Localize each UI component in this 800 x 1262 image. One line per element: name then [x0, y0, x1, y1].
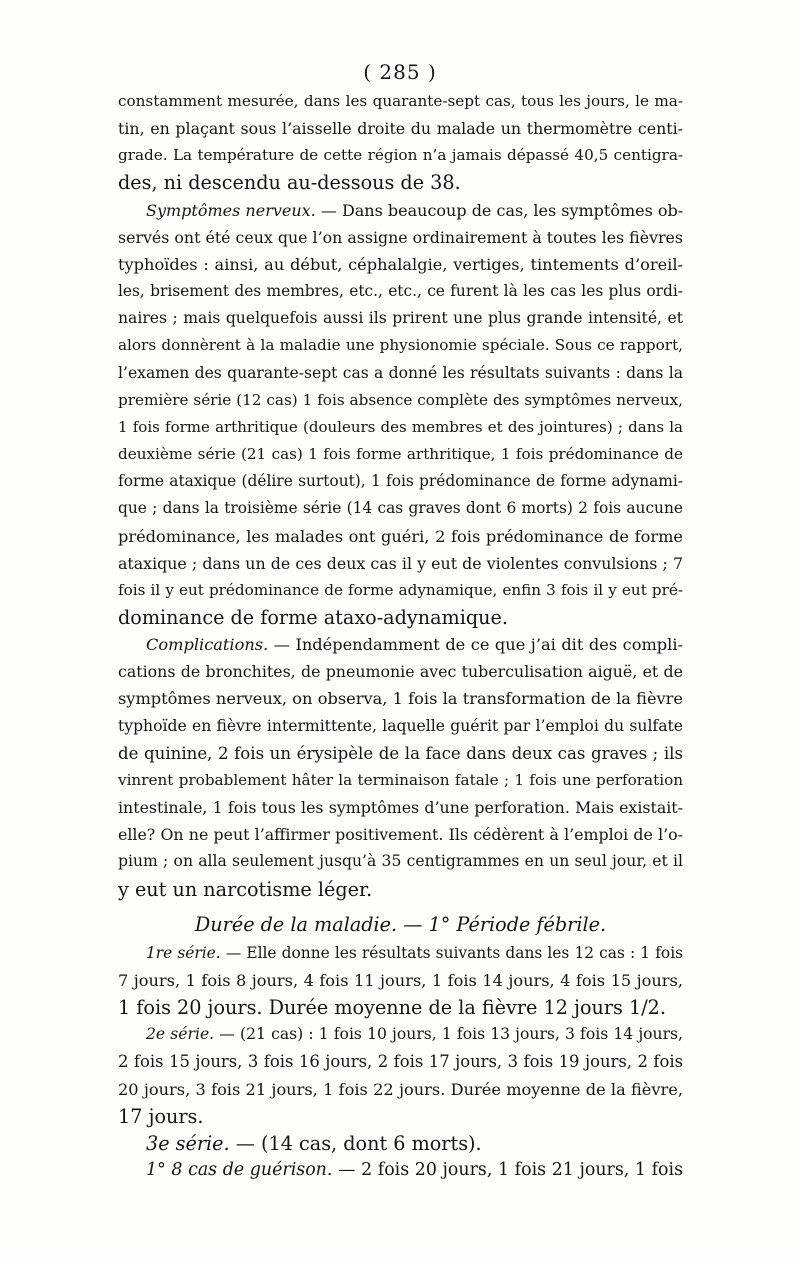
text-line — [118, 876, 683, 903]
text-line — [118, 278, 683, 305]
paragraph-heading: 1re série. — [146, 943, 221, 962]
text-line — [118, 1130, 683, 1157]
text-line — [118, 794, 683, 821]
text-line — [118, 142, 683, 169]
line-text: de quinine, 2 fois un érysipèle de la face dans deux cas graves ; ils — [118, 743, 683, 763]
line-text: ataxique ; dans un de ces deux cas il y eut de violentes convulsions ; 7 — [118, 553, 683, 573]
text-line — [118, 305, 683, 332]
text-line — [118, 685, 683, 712]
text-line — [118, 1103, 683, 1130]
line-text: 7 jours, 1 fois 8 jours, 4 fois 11 jours, 1 fois 14 jours, 4 fois 15 jours, — [118, 971, 683, 990]
text-line — [118, 251, 683, 278]
text-line — [118, 224, 683, 251]
line-text: pium ; on alla seulement jusqu’à 35 centigrammes en un seul jour, et il — [118, 852, 683, 871]
line-text: typhoïdes : ainsi, au début, céphalalgie, vertiges, tintements d’oreil- — [118, 254, 683, 274]
text-line — [118, 767, 683, 794]
paragraph-heading: Complications. — [146, 635, 269, 655]
line-text: vinrent probablement hâter la terminaison fatale ; 1 fois une perforation — [118, 770, 683, 789]
section-heading-text: Durée de la maladie. — 1° Période fébrile. — [194, 912, 607, 936]
line-text: fois il y eut prédominance de forme adynamique, enfin 3 fois il y eut pré- — [118, 580, 683, 599]
text-line — [118, 848, 683, 875]
text-line — [118, 740, 683, 767]
line-text: — Indépendamment de ce que j’ai dit des compli- — [268, 635, 683, 655]
text-line — [118, 441, 683, 468]
line-text: — (21 cas) : 1 fois 10 jours, 1 fois 13 jours, 3 fois 14 jours, — [214, 1025, 684, 1044]
line-text: des, ni descendu au-dessous de 38. — [118, 171, 461, 195]
text-line — [118, 414, 683, 441]
text-line — [118, 1076, 683, 1103]
line-text: 20 jours, 3 fois 21 jours, 1 fois 22 jours. Durée moyenne de la fièvre, — [118, 1079, 683, 1099]
line-text: symptômes nerveux, on observa, 1 fois la transformation de la fièvre — [118, 689, 683, 709]
line-text: deuxième série (21 cas) 1 fois forme arthritique, 1 fois prédominance de — [118, 445, 683, 464]
text-line — [118, 387, 683, 414]
line-text: intestinale, 1 fois tous les symptômes d’une perforation. Mais existait- — [118, 798, 683, 818]
text-line — [118, 713, 683, 740]
text-line — [118, 1021, 683, 1048]
line-text: 1 fois forme arthritique (douleurs des membres et des jointures) ; dans la — [118, 417, 683, 436]
text-line — [118, 1157, 683, 1184]
line-text: — Elle donne les résultats suivants dans les 12 cas : 1 fois — [220, 943, 684, 962]
line-text: naires ; mais quelquefois aussi ils prirent une plus grande intensité, et — [118, 309, 683, 328]
line-text: constamment mesurée, dans les quarante-sept cas, tous les jours, le ma- — [118, 92, 683, 110]
paragraph-heading: 1° 8 cas de guérison. — [146, 1160, 333, 1181]
text-line — [118, 468, 683, 495]
text-line — [118, 169, 683, 196]
text-line — [118, 550, 683, 577]
text-line — [118, 332, 683, 359]
text-line — [118, 631, 683, 658]
line-text: typhoïde en fièvre intermittente, laquelle guérit par l’emploi du sulfate — [118, 716, 683, 735]
line-text: 2 fois 15 jours, 3 fois 16 jours, 2 fois 17 jours, 3 fois 19 jours, 2 fois — [118, 1052, 683, 1072]
text-line — [118, 115, 683, 142]
paragraph-heading: 2e série. — [146, 1025, 215, 1044]
paragraph-heading: Symptômes nerveux. — [146, 200, 316, 220]
line-text: elle? On ne peut l’affirmer positivement. Ils cédèrent à l’emploi de l’o- — [118, 825, 683, 845]
text-line — [118, 577, 683, 604]
text-line — [118, 604, 683, 631]
line-text: y eut un narcotisme léger. — [118, 877, 373, 901]
text-line — [118, 1048, 683, 1075]
paragraph-heading: 3e série. — [146, 1131, 230, 1155]
page-number: ( 285 ) — [363, 60, 437, 84]
body-text — [118, 88, 683, 1184]
line-text: 17 jours. — [118, 1104, 204, 1128]
text-line — [118, 994, 683, 1021]
line-text: les, brisement des membres, etc., etc., ce furent là les cas les plus ordi- — [118, 282, 683, 301]
line-text: l’examen des quarante-sept cas a donné les résultats suivants : dans la — [118, 363, 683, 382]
line-text: — Dans beaucoup de cas, les symptômes ob- — [315, 200, 684, 220]
line-text: — (14 cas, dont 6 morts). — [229, 1131, 482, 1155]
line-text: grade. La température de cette région n’a jamais dépassé 40,5 centigra- — [118, 146, 683, 165]
line-text: cations de bronchites, de pneumonie avec tuberculisation aiguë, et de — [118, 662, 683, 682]
line-text: servés ont été ceux que l’on assigne ordinairement à toutes les fièvres — [118, 227, 683, 247]
text-line — [118, 940, 683, 967]
text-line — [118, 821, 683, 848]
text-line — [118, 523, 683, 550]
text-line — [118, 495, 683, 522]
text-line — [118, 197, 683, 224]
text-line — [118, 967, 683, 994]
line-text: prédominance, les malades ont guéri, 2 fois prédominance de forme — [118, 526, 683, 546]
line-text: alors donnèrent à la maladie une physionomie spéciale. Sous ce rapport, — [118, 336, 683, 355]
section-heading — [118, 903, 683, 940]
line-text: première série (12 cas) 1 fois absence complète des symptômes nerveux, — [118, 390, 683, 409]
line-text: forme ataxique (délire surtout), 1 fois prédominance de forme adynami- — [118, 472, 683, 491]
text-line — [118, 88, 683, 115]
line-text: dominance de forme ataxo-adynamique. — [118, 605, 508, 629]
line-text: — 2 fois 20 jours, 1 fois 21 jours, 1 fois — [332, 1160, 683, 1181]
text-line — [118, 658, 683, 685]
line-text: que ; dans la troisième série (14 cas graves dont 6 morts) 2 fois aucune — [118, 499, 683, 518]
line-text: tin, en plaçant sous l’aisselle droite du malade un thermomètre centi- — [118, 119, 683, 139]
line-text: 1 fois 20 jours. Durée moyenne de la fièvre 12 jours 1/2. — [118, 996, 666, 1020]
text-line — [118, 360, 683, 387]
